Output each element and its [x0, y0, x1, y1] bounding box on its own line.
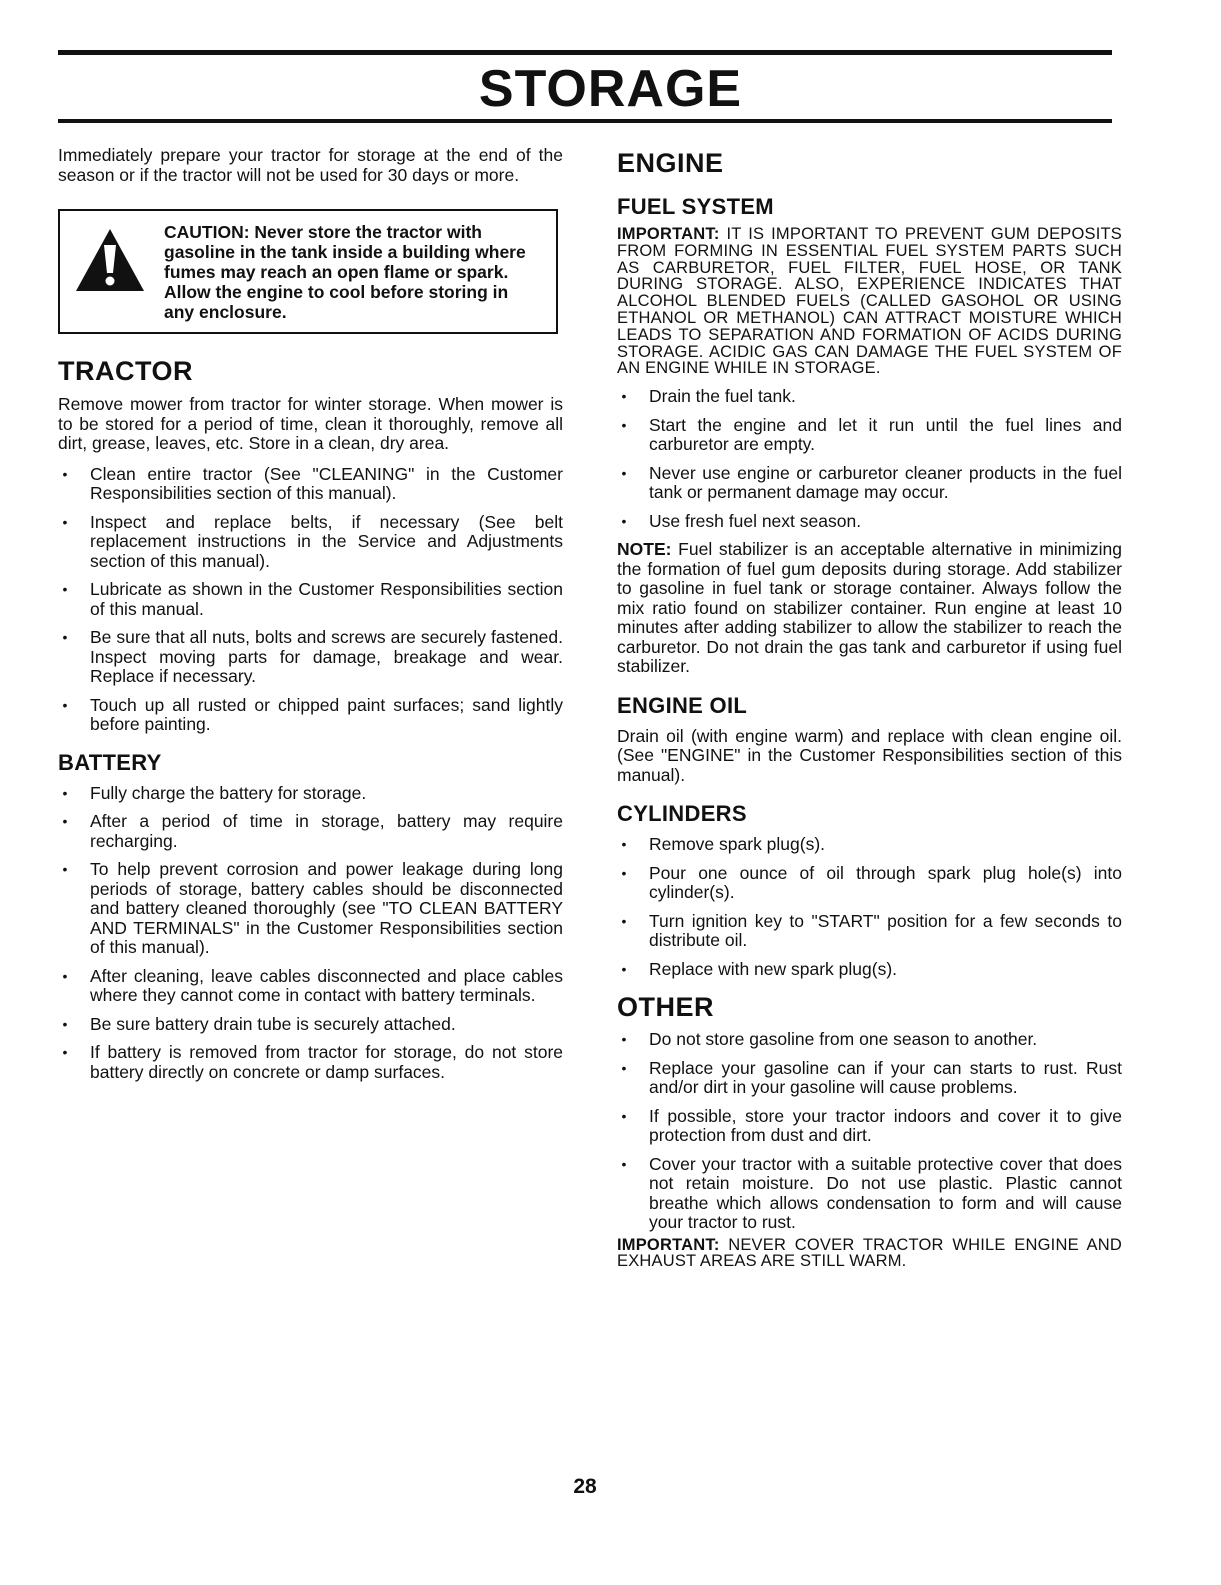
list-item: • Replace your gasoline can if your can starts to rust. Rust and/or dirt in your gasoline will cause problems.: [621, 1057, 1122, 1098]
fuel-list: [617, 387, 1122, 531]
tractor-list: [58, 465, 563, 735]
list-item: • Remove spark plug(s).: [621, 834, 826, 855]
other-list: [617, 1030, 1122, 1233]
engine-oil-paragraph: Drain oil (with engine warm) and replace with clean engine oil. (See "ENGINE" in the Customer Responsibilities section of this manual).: [617, 725, 1122, 785]
list-item: • Inspect and replace belts, if necessary (See belt replacement instructions in the Service and Adjustments section of this manual).: [62, 511, 563, 571]
list-item: • Never use engine or carburetor cleaner products in the fuel tank or permanent damage may occur.: [621, 462, 1122, 503]
engine-heading: ENGINE: [617, 148, 724, 178]
cylinders-heading: CYLINDERS: [617, 801, 747, 827]
list-item: • Drain the fuel tank.: [621, 386, 796, 407]
tractor-heading: TRACTOR: [58, 356, 193, 386]
list-item: • Clean entire tractor (See "CLEANING" in the Customer Responsibilities section of this manual).: [62, 463, 563, 503]
intro-paragraph: Immediately prepare your tractor for storage at the end of the season or if the tractor will not be used for 30 days or more.: [58, 145, 563, 185]
battery-list: [58, 784, 563, 1083]
list-item: • If battery is removed from tractor for storage, do not store battery directly on concrete or damp surfaces.: [62, 1042, 563, 1082]
header-rule-top: [58, 50, 1112, 55]
list-item: • If possible, store your tractor indoors and cover it to give protection from dust and dirt.: [621, 1105, 1122, 1146]
list-item: • Do not store gasoline from one season to another.: [621, 1029, 1038, 1050]
other-important-paragraph: IMPORTANT: NEVER COVER TRACTOR WHILE ENGINE AND EXHAUST AREAS ARE STILL WARM.: [617, 1235, 1122, 1271]
right-column: [617, 146, 1122, 1270]
fuel-important-paragraph: IMPORTANT: IT IS IMPORTANT TO PREVENT GUM DEPOSITS FROM FORMING IN ESSENTIAL FUEL SYSTEM PARTS SUCH AS CARBURETOR, FUEL FILTER, FUEL HOSE, OR TANK DURING STORAGE. ALSO, EXPERIENCE INDICATES THAT ALCOHOL BLENDED FUELS (CALLED GASOHOL OR USING ETHANOL OR METHANOL) CAN ATTRACT MOISTURE WHICH LEADS TO SEPARATION AND FORMATION OF ACIDS DURING STORAGE. ACIDIC GAS CAN DAMAGE THE FUEL SYSTEM OF AN ENGINE WHILE IN STORAGE.: [617, 225, 1122, 378]
list-item: • After cleaning, leave cables disconnected and place cables where they cannot come in contact with battery terminals.: [62, 965, 563, 1005]
caution-text: CAUTION: Never store the tractor with gasoline in the tank inside a building where fumes may reach an open flame or spark. Allow the engine to cool before storing in any enclosure.: [164, 222, 526, 322]
fuel-system-heading: FUEL SYSTEM: [617, 194, 774, 219]
tractor-paragraph: Remove mower from tractor for winter storage. When mower is to be stored for a period of time, clean it thoroughly, remove all dirt, grease, leaves, etc. Store in a clean, dry area.: [58, 394, 563, 453]
engine-oil-heading: ENGINE OIL: [617, 692, 748, 718]
left-column: [58, 146, 563, 1091]
list-item: • Touch up all rusted or chipped paint surfaces; sand lightly before painting.: [62, 694, 563, 734]
page-number: 28: [573, 1475, 597, 1498]
page-title: STORAGE: [478, 60, 743, 118]
warning-triangle-icon: [74, 227, 146, 293]
list-item: • Pour one ounce of oil through spark plug hole(s) into cylinder(s).: [621, 862, 1122, 903]
list-item: • Use fresh fuel next season.: [621, 510, 862, 531]
list-item: • Cover your tractor with a suitable protective cover that does not retain moisture. Do not use plastic. Plastic cannot breathe which allows condensation to form and will cause your tractor to rust.: [621, 1153, 1122, 1233]
list-item: • Start the engine and let it run until the fuel lines and carburetor are empty.: [621, 414, 1122, 455]
other-heading: OTHER: [617, 992, 714, 1023]
caution-box: [58, 209, 558, 334]
list-item: • Turn ignition key to "START" position for a few seconds to distribute oil.: [621, 910, 1122, 951]
list-item: • Be sure that all nuts, bolts and screws are securely fastened. Inspect moving parts for damage, breakage and wear. Replace if necessary.: [62, 627, 563, 686]
list-item: • Be sure battery drain tube is securely attached.: [62, 1013, 456, 1034]
battery-heading: BATTERY: [58, 749, 162, 775]
cylinders-list: [617, 835, 1122, 979]
note-paragraph: NOTE: Fuel stabilizer is an acceptable alternative in minimizing the formation of fuel gum deposits during storage. Add stabilizer to gasoline in fuel tank or storage container. Always follow the mix ratio found on stabilizer container. Run engine at least 10 minutes after adding stabilizer to allow the stabilizer to reach the carburetor. Do not drain the gas tank and carburetor if using fuel stabilizer.: [617, 539, 1122, 677]
list-item: • Lubricate as shown in the Customer Responsibilities section of this manual.: [62, 579, 563, 619]
list-item: • Fully charge the battery for storage.: [62, 782, 367, 803]
list-item: • Replace with new spark plug(s).: [621, 958, 898, 979]
header-rule-bottom: [58, 119, 1112, 123]
list-item: • To help prevent corrosion and power leakage during long periods of storage, battery cables should be disconnected and battery cleaned thoroughly (see "TO CLEAN BATTERY AND TERMINALS" in the Customer Responsibilities section of this manual).: [62, 859, 563, 957]
list-item: • After a period of time in storage, battery may require recharging.: [62, 811, 563, 851]
